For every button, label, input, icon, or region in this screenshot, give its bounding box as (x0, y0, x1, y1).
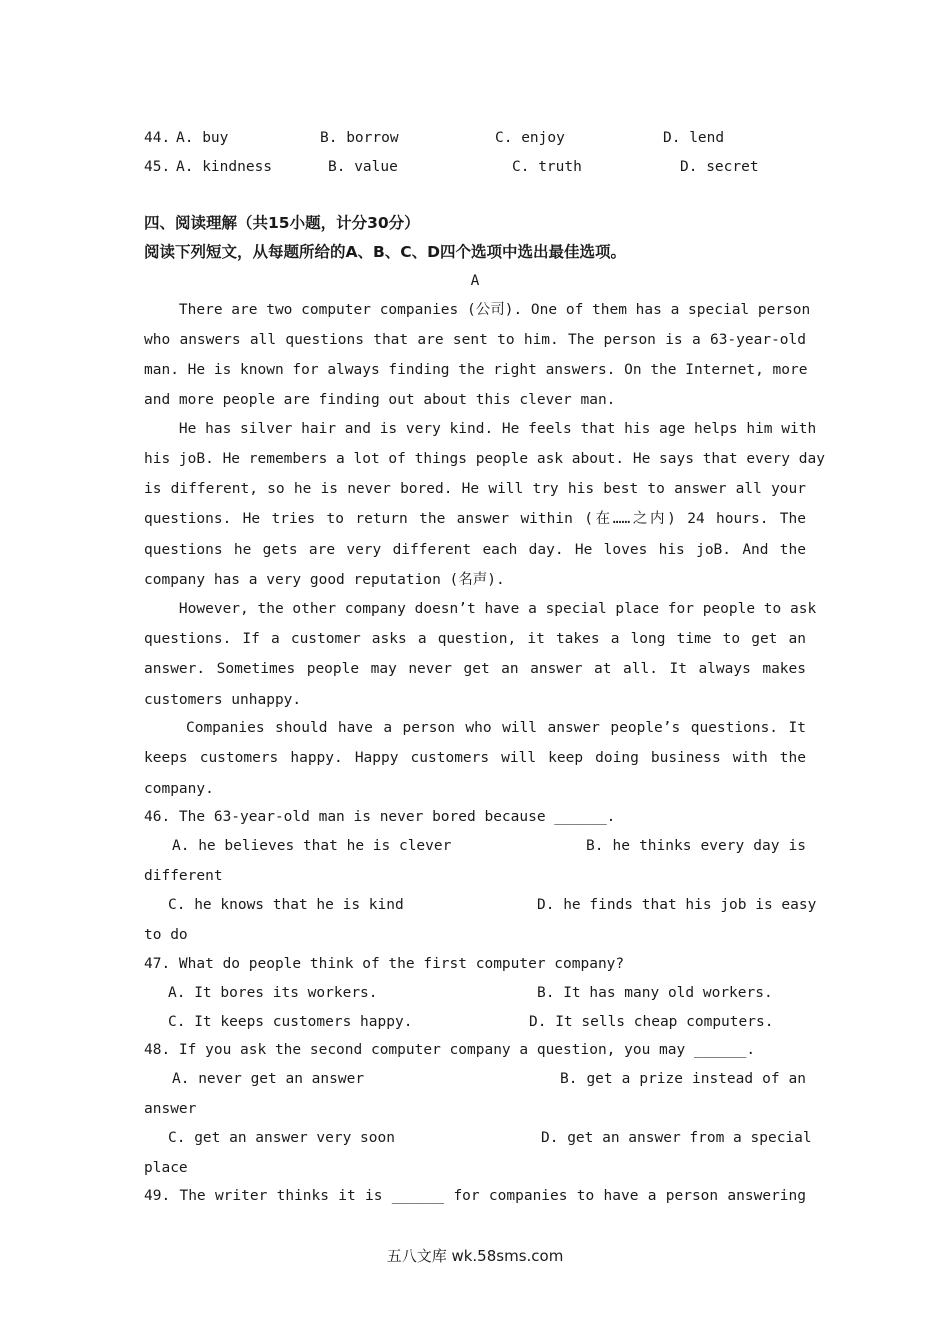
passage-line: who answers all questions that are sent to him. The person is a 63-year-old (144, 332, 806, 348)
passage-line: questions he gets are very different each day. He loves his joB. And the (144, 542, 806, 558)
q44-option-d: D. lend (663, 130, 725, 146)
passage-label: A (470, 273, 480, 289)
q48-option-a: A. never get an answer (172, 1071, 365, 1087)
q44-number: 44. (144, 130, 171, 146)
passage-line: answer. Sometimes people may never get an answer at all. It always makes (144, 661, 806, 677)
q45-option-c: C. truth (512, 159, 582, 175)
q47-option-a: A. It bores its workers. (168, 985, 378, 1001)
q47-option-b: B. It has many old workers. (537, 985, 773, 1001)
passage-line: keeps customers happy. Happy customers will keep doing business with the (144, 750, 806, 766)
q45-option-a: A. kindness (176, 159, 273, 175)
passage-line: man. He is known for always finding the right answers. On the Internet, more (144, 362, 808, 378)
q44-option-a: A. buy (176, 130, 229, 146)
q48-option-d: D. get an answer from a special (541, 1130, 812, 1146)
q44-option-b: B. borrow (320, 130, 399, 146)
q47-option-d: D. It sells cheap computers. (529, 1014, 774, 1030)
q46-option-c: C. he knows that he is kind (168, 897, 404, 913)
passage-line: He has silver hair and is very kind. He feels that his age helps him with (144, 421, 817, 437)
passage-line: However, the other company doesn’t have a special place for people to ask (144, 601, 817, 617)
passage-line: and more people are finding out about this clever man. (144, 392, 616, 408)
q48-option-b-continued: answer (144, 1101, 197, 1117)
q46-stem: 46. The 63-year-old man is never bored because ______. (144, 809, 616, 825)
passage-line: Companies should have a person who will answer people’s questions. It (144, 720, 806, 736)
passage-line: customers unhappy. (144, 692, 302, 708)
q45-option-b: B. value (328, 159, 398, 175)
passage-line: company has a very good reputation (名声). (144, 572, 505, 588)
passage-line: his joB. He remembers a lot of things people ask about. He says that every day (144, 451, 825, 467)
passage-line: questions. He tries to return the answer within (在……之内) 24 hours. The (144, 511, 806, 527)
section-instruction: 阅读下列短文，从每题所给的A、B、C、D四个选项中选出最佳选项。 (144, 243, 627, 261)
q48-option-d-continued: place (144, 1160, 188, 1176)
passage-line: There are two computer companies (公司). One of them has a special person (144, 302, 811, 318)
footer-watermark: 五八文库 wk.58sms.com (386, 1247, 564, 1265)
q46-option-a: A. he believes that he is clever (172, 838, 452, 854)
q48-option-b: B. get a prize instead of an (560, 1071, 806, 1087)
q48-option-c: C. get an answer very soon (168, 1130, 395, 1146)
q47-stem: 47. What do people think of the first computer company? (144, 956, 625, 972)
q46-option-d-continued: to do (144, 927, 188, 943)
q45-option-d: D. secret (680, 159, 759, 175)
passage-line: is different, so he is never bored. He will try his best to answer all your (144, 481, 806, 497)
q46-option-d: D. he finds that his job is easy (537, 897, 817, 913)
passage-line: questions. If a customer asks a question, it takes a long time to get an (144, 631, 806, 647)
q45-number: 45. (144, 159, 171, 175)
q47-option-c: C. It keeps customers happy. (168, 1014, 413, 1030)
q44-option-c: C. enjoy (495, 130, 565, 146)
q46-option-b: B. he thinks every day is (586, 838, 806, 854)
q46-option-b-continued: different (144, 868, 223, 884)
q48-stem: 48. If you ask the second computer company a question, you may ______. (144, 1042, 756, 1058)
section-title: 四、阅读理解（共15小题，计分30分） (144, 214, 420, 232)
q49-stem: 49. The writer thinks it is ______ for companies to have a person answering (144, 1188, 806, 1204)
passage-line: company. (144, 781, 214, 797)
